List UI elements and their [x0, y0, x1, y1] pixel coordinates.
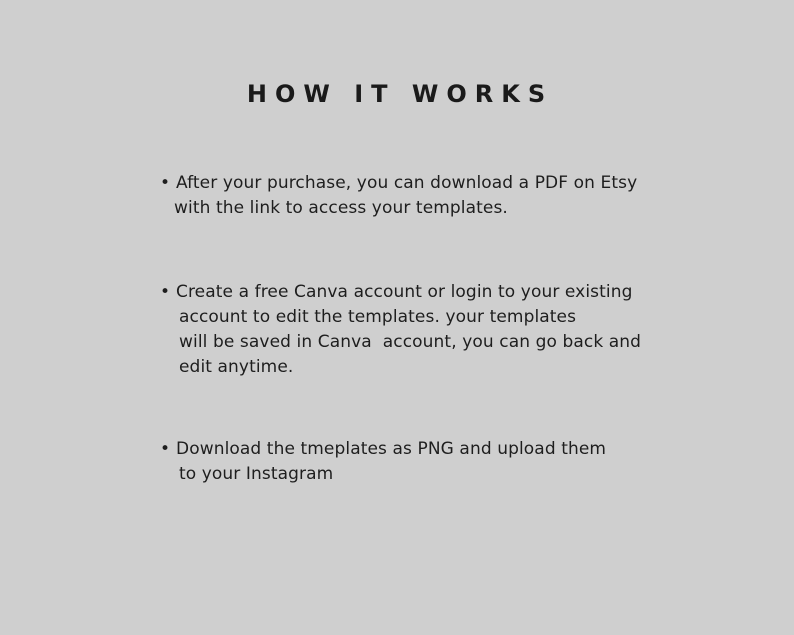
- step-text: Create a free Canva account or login to your existing: [176, 282, 633, 302]
- step-line: [160, 171, 720, 196]
- step-line: [160, 437, 720, 462]
- bullet-icon: •: [160, 439, 171, 459]
- bullet-icon: •: [160, 173, 171, 193]
- step-line: edit anytime.: [179, 357, 294, 377]
- step-text: After your purchase, you can download a PDF on Etsy: [176, 173, 638, 193]
- bullet-icon: •: [160, 282, 171, 302]
- step-line: will be saved in Canva account, you can go back and: [179, 332, 642, 352]
- step-line: to your Instagram: [179, 464, 334, 484]
- step-item-download-pdf: [160, 171, 720, 221]
- step-line: [160, 280, 720, 305]
- step-line: with the link to access your templates.: [174, 198, 508, 218]
- step-text: Download the tmeplates as PNG and upload them: [176, 439, 607, 459]
- step-item-download-png: [160, 437, 720, 487]
- page-title: HOW IT WORKS: [246, 80, 554, 108]
- step-item-canva-account: [160, 280, 720, 380]
- step-line: account to edit the templates. your templates: [179, 307, 577, 327]
